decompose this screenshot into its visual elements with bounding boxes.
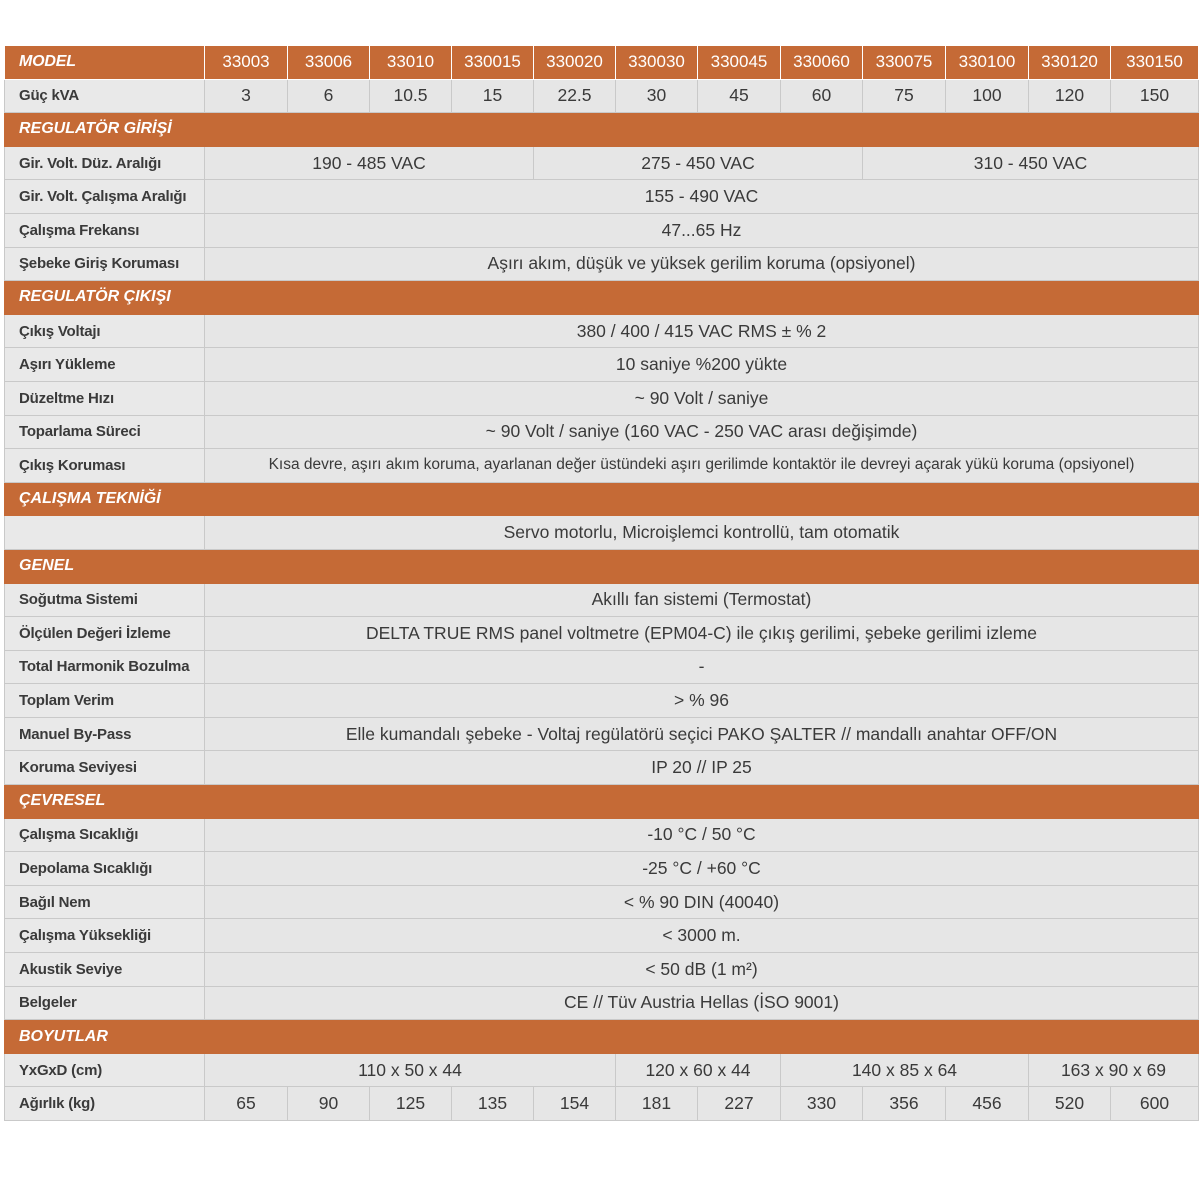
row-label: Total Harmonik Bozulma [5,650,205,684]
weight-value: 227 [698,1087,781,1121]
row-value: 163 x 90 x 69 [1029,1053,1199,1087]
row-label: Toplam Verim [5,684,205,718]
row-value: DELTA TRUE RMS panel voltmetre (EPM04-C) ile çıkış gerilimi, şebeke gerilimi izleme [205,617,1199,651]
section-title: REGULATÖR GİRİŞİ [5,113,1199,147]
power-value: 150 [1111,79,1199,113]
row-label: Koruma Seviyesi [5,751,205,785]
row-value: 275 - 450 VAC [534,146,863,180]
general-ip-row [5,751,1199,785]
row-value: IP 20 // IP 25 [205,751,1199,785]
power-value: 100 [946,79,1029,113]
power-value: 30 [616,79,698,113]
model-header-label: MODEL [5,46,205,80]
row-value: 380 / 400 / 415 VAC RMS ± % 2 [205,314,1199,348]
section-title: ÇEVRESEL [5,785,1199,819]
row-value: 190 - 485 VAC [205,146,534,180]
input-protection-row [5,247,1199,281]
section-title: ÇALIŞMA TEKNİĞİ [5,482,1199,516]
row-value: -25 °C / +60 °C [205,852,1199,886]
row-label: Aşırı Yükleme [5,348,205,382]
model-code: 330020 [534,46,616,80]
output-protection-row [5,449,1199,483]
power-value: 75 [863,79,946,113]
model-code: 330100 [946,46,1029,80]
env-humidity-row [5,885,1199,919]
row-value: > % 96 [205,684,1199,718]
general-cooling-row [5,583,1199,617]
input-work-range-row [5,180,1199,214]
power-value: 22.5 [534,79,616,113]
power-row [5,79,1199,113]
row-label: Toparlama Süreci [5,415,205,449]
output-voltage-row [5,314,1199,348]
row-value: 140 x 85 x 64 [781,1053,1029,1087]
row-value: ~ 90 Volt / saniye (160 VAC - 250 VAC arası değişimde) [205,415,1199,449]
row-label: Ölçülen Değeri İzleme [5,617,205,651]
row-value: 10 saniye %200 yükte [205,348,1199,382]
row-value: - [205,650,1199,684]
model-code: 330075 [863,46,946,80]
env-op-temp-row [5,818,1199,852]
section-general-row [5,549,1199,583]
weight-value: 154 [534,1087,616,1121]
model-code: 330060 [781,46,863,80]
power-value: 120 [1029,79,1111,113]
row-value: < 50 dB (1 m²) [205,953,1199,987]
env-acoustic-row [5,953,1199,987]
env-storage-temp-row [5,852,1199,886]
model-code: 33003 [205,46,288,80]
section-environment-row [5,785,1199,819]
row-label: Soğutma Sistemi [5,583,205,617]
model-code: 330030 [616,46,698,80]
power-value: 15 [452,79,534,113]
power-value: 3 [205,79,288,113]
row-label: Çıkış Koruması [5,449,205,483]
dimensions-weight-row [5,1087,1199,1121]
row-value: 310 - 450 VAC [863,146,1199,180]
power-value: 6 [288,79,370,113]
spec-table [4,45,1199,1121]
env-certificates-row [5,986,1199,1020]
row-label: YxGxD (cm) [5,1053,205,1087]
weight-value: 135 [452,1087,534,1121]
technique-row [5,516,1199,550]
row-label: Düzeltme Hızı [5,381,205,415]
row-value: Aşırı akım, düşük ve yüksek gerilim koruma (opsiyonel) [205,247,1199,281]
row-label-empty [5,516,205,550]
row-label: Ağırlık (kg) [5,1087,205,1121]
row-value: Elle kumandalı şebeke - Voltaj regülatörü seçici PAKO ŞALTER // mandallı anahtar OFF/ON [205,717,1199,751]
row-label: Güç kVA [5,79,205,113]
row-value: < % 90 DIN (40040) [205,885,1199,919]
row-label: Çıkış Voltajı [5,314,205,348]
weight-value: 125 [370,1087,452,1121]
model-code: 330120 [1029,46,1111,80]
row-value: Servo motorlu, Microişlemci kontrollü, tam otomatik [205,516,1199,550]
section-output-row [5,281,1199,315]
row-label: Bağıl Nem [5,885,205,919]
weight-value: 456 [946,1087,1029,1121]
env-altitude-row [5,919,1199,953]
model-code: 330015 [452,46,534,80]
dimensions-size-row [5,1053,1199,1087]
section-title: GENEL [5,549,1199,583]
row-label: Çalışma Frekansı [5,213,205,247]
row-value: -10 °C / 50 °C [205,818,1199,852]
row-label: Gir. Volt. Düz. Aralığı [5,146,205,180]
row-label: Gir. Volt. Çalışma Aralığı [5,180,205,214]
row-value: 155 - 490 VAC [205,180,1199,214]
section-dimensions-row [5,1020,1199,1054]
row-label: Çalışma Yüksekliği [5,919,205,953]
power-value: 60 [781,79,863,113]
row-value: Akıllı fan sistemi (Termostat) [205,583,1199,617]
row-value: ~ 90 Volt / saniye [205,381,1199,415]
weight-value: 90 [288,1087,370,1121]
model-code: 330045 [698,46,781,80]
weight-value: 181 [616,1087,698,1121]
output-recovery-row [5,415,1199,449]
section-input-row [5,113,1199,147]
row-value: 110 x 50 x 44 [205,1053,616,1087]
row-value: Kısa devre, aşırı akım koruma, ayarlanan değer üstündeki aşırı gerilimde kontaktör ile devreyi açarak yükü koruma (opsiyonel) [205,449,1199,483]
model-code: 330150 [1111,46,1199,80]
row-value: < 3000 m. [205,919,1199,953]
row-value: 47...65 Hz [205,213,1199,247]
row-value: CE // Tüv Austria Hellas (İSO 9001) [205,986,1199,1020]
weight-value: 520 [1029,1087,1111,1121]
row-label: Akustik Seviye [5,953,205,987]
output-correction-row [5,381,1199,415]
model-code: 33006 [288,46,370,80]
weight-value: 600 [1111,1087,1199,1121]
general-bypass-row [5,717,1199,751]
section-technique-row [5,482,1199,516]
power-value: 10.5 [370,79,452,113]
row-label: Depolama Sıcaklığı [5,852,205,886]
weight-value: 65 [205,1087,288,1121]
input-reg-range-row [5,146,1199,180]
model-code: 33010 [370,46,452,80]
section-title: BOYUTLAR [5,1020,1199,1054]
row-label: Çalışma Sıcaklığı [5,818,205,852]
output-overload-row [5,348,1199,382]
model-header-row [5,46,1199,80]
row-value: 120 x 60 x 44 [616,1053,781,1087]
general-thd-row [5,650,1199,684]
section-title: REGULATÖR ÇIKIŞI [5,281,1199,315]
weight-value: 356 [863,1087,946,1121]
input-frequency-row [5,213,1199,247]
general-monitoring-row [5,617,1199,651]
row-label: Şebeke Giriş Koruması [5,247,205,281]
general-efficiency-row [5,684,1199,718]
row-label: Manuel By-Pass [5,717,205,751]
power-value: 45 [698,79,781,113]
row-label: Belgeler [5,986,205,1020]
weight-value: 330 [781,1087,863,1121]
